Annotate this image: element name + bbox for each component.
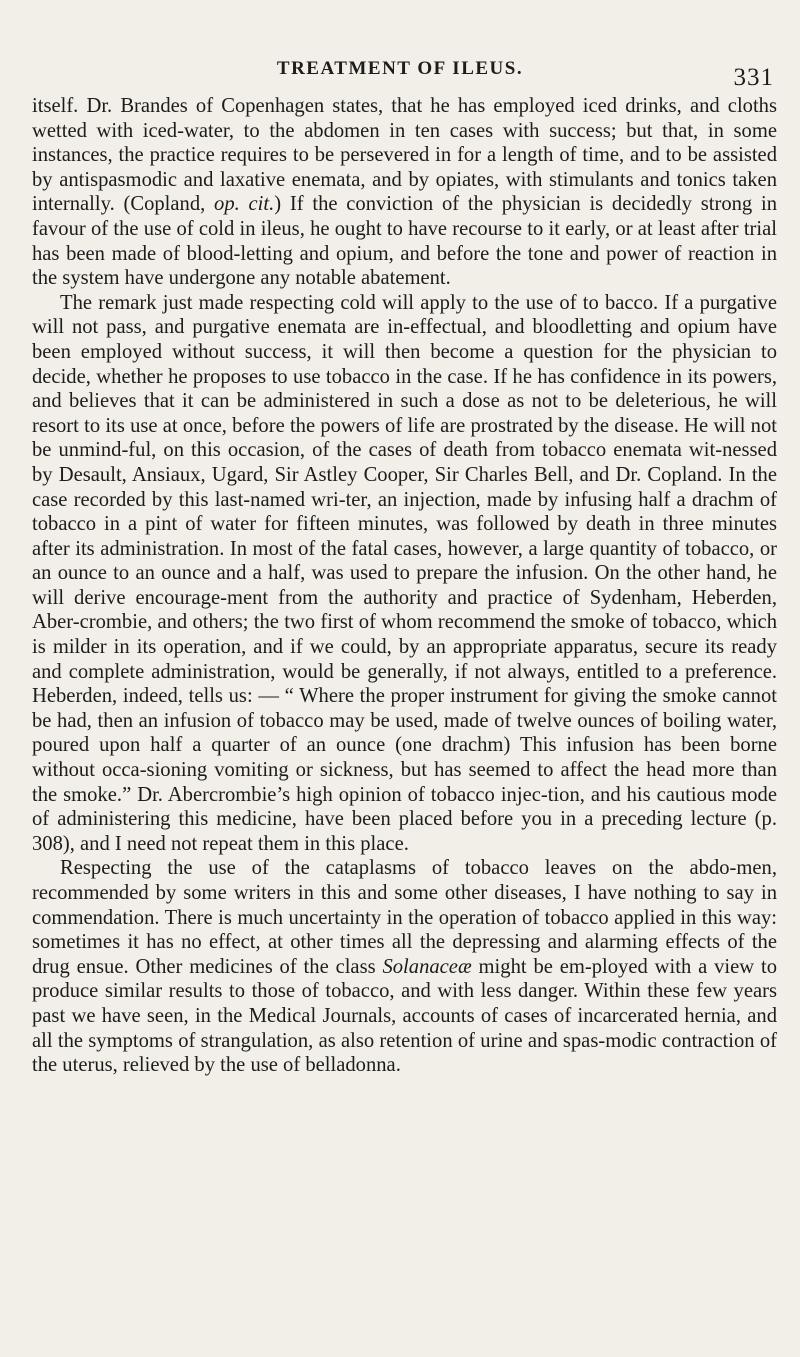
page-number: 331 [733, 64, 774, 91]
text-segment: might be em-ployed with a view to produce similar results to those of tobacco, and with less danger. Within these few years past we have seen, in the Medical Journals, accounts of cases of incarcerated hernia, and all the symptoms of strangulation, as also retention of urine and spas-modic contraction of the uterus, relieved by the use of belladonna. [32, 955, 777, 1077]
paragraph-tobacco [32, 291, 777, 857]
paragraph-cataplasms [32, 856, 777, 1077]
body-text [32, 94, 777, 1078]
text-segment: ) If the conviction of the physician is decidedly strong in favour of the use of cold in ileus, he ought to have recourse to it early, or at least after trial has been made of blood-letting and opium, and before the tone and power of reaction in the system have undergone any notable abatement. [32, 193, 777, 290]
citation-italic: op. cit. [214, 193, 275, 216]
botanical-term-italic: Solanaceæ [382, 955, 472, 978]
running-title: TREATMENT OF ILEUS. [276, 58, 524, 79]
paragraph-cold-treatment [32, 94, 777, 291]
text-segment: The remark just made respecting cold will apply to the use of to bacco. If a purgative will not pass, and purgative enemata are in-effectual, and bloodletting and opium have been employed without success, it will then become a question for the physician to decide, whether he proposes to use tobacco in the case. If he has confidence in its powers, and believes that it can be administered in such a dose as not to be deleterious, he will resort to its use at once, before the powers of life are prostrated by the disease. He will not be unmind-ful, on this occasion, of the cases of death from tobacco enemata wit-nessed by Desault, Ansiaux, Ugard, Sir Astley Cooper, Sir Charles Bell, and Dr. Copland. In the case recorded by this last-named wri-ter, an injection, made by infusing half a drachm of tobacco in a pint of water for fifteen minutes, was followed by death in three minutes after its administration. In most of the fatal cases, however, a large quantity of tobacco, or an ounce to an ounce and a half, was used to prepare the infusion. On the other hand, he will derive encourage-ment from the authority and practice of Sydenham, Heberden, Aber-crombie, and others; the two first of whom recommend the smoke of tobacco, which is milder in its operation, and if we could, by an appropriate apparatus, secure its ready and complete administration, would be generally, if not always, entitled to a preference. Heberden, indeed, tells us: — “ Where the proper instrument for giving the smoke cannot be had, then an infusion of tobacco may be used, made of twelve ounces of boiling water, poured upon half a quarter of an ounce (one drachm) This infusion has been borne without occa-sioning vomiting or sickness, but has seemed to affect the head more than the smoke.” Dr. Abercrombie’s high opinion of tobacco injec-tion, and his cautious mode of administering this medicine, have been placed before you in a preceding lecture (p. 308), and I need not repeat them in this place. [32, 291, 777, 855]
running-head [0, 50, 800, 90]
text-segment: Respecting the use of the cataplasms of tobacco leaves on the abdo-men, recommended by some writers in this and some other diseases, I have nothing to say in commendation. There is much uncertainty in the operation of tobacco applied in this way: sometimes it has no effect, at other times all the depressing and alarming effects of the drug ensue. Other medicines of the class [32, 857, 777, 978]
text-segment: itself. Dr. Brandes of Copenhagen states, that he has employed iced drinks, and cloths wetted with iced-water, to the abdomen in ten cases with success; but that, in some instances, the practice requires to be persevered in for a length of time, and to be assisted by antispasmodic and laxative enemata, and by opiates, with stimulants and tonics taken internally. (Copland, [32, 95, 777, 216]
